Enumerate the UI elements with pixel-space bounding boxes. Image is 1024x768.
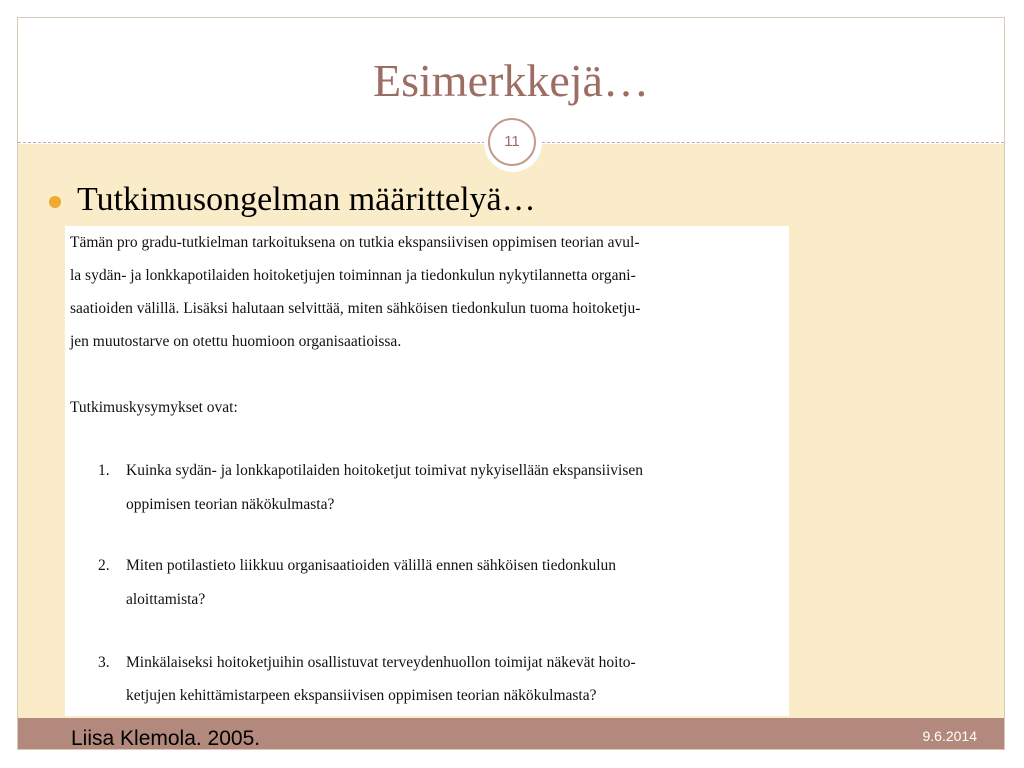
footer-citation: Liisa Klemola. 2005. (71, 727, 261, 750)
footer-date: 9.6.2014 (922, 728, 977, 744)
bullet-icon (49, 196, 61, 208)
slide (17, 17, 1005, 750)
document-excerpt-image (65, 226, 789, 716)
paragraph-line: saatioiden välillä. Lisäksi halutaan selvittää, miten sähköisen tiedonkulun tuoma hoitoketju- (70, 300, 641, 317)
question-line: ketjujen kehittämistarpeen ekspansiivisen oppimisen teorian näkökulmasta? (126, 687, 597, 704)
slide-number: 11 (488, 118, 536, 166)
paragraph-line: la sydän- ja lonkkapotilaiden hoitoketjujen toiminnan ja tiedonkulun nykytilannetta organi- (70, 267, 636, 284)
question-number: 3. (98, 654, 110, 671)
bullet-text: Tutkimusongelman määrittelyä… (77, 181, 536, 218)
questions-heading: Tutkimuskysymykset ovat: (70, 399, 238, 416)
question-number: 1. (98, 462, 110, 479)
question-line: Miten potilastieto liikkuu organisaatioiden välillä ennen sähköisen tiedonkulun (126, 557, 617, 574)
question-number: 2. (98, 557, 110, 574)
question-line: oppimisen teorian näkökulmasta? (126, 496, 335, 513)
question-line: Kuinka sydän- ja lonkkapotilaiden hoitoketjut toimivat nykyisellään ekspansiivisen (126, 462, 644, 479)
slide-title: Esimerkkejä… (373, 55, 649, 106)
paragraph-line: Tämän pro gradu-tutkielman tarkoituksena on tutkia ekspansiivisen oppimisen teorian avul- (70, 234, 640, 251)
question-line: Minkälaiseksi hoitoketjuihin osallistuvat terveydenhuollon toimijat näkevät hoito- (126, 654, 636, 671)
question-line: aloittamista? (126, 591, 206, 608)
paragraph-line: jen muutostarve on otettu huomioon organisaatioissa. (70, 333, 402, 350)
